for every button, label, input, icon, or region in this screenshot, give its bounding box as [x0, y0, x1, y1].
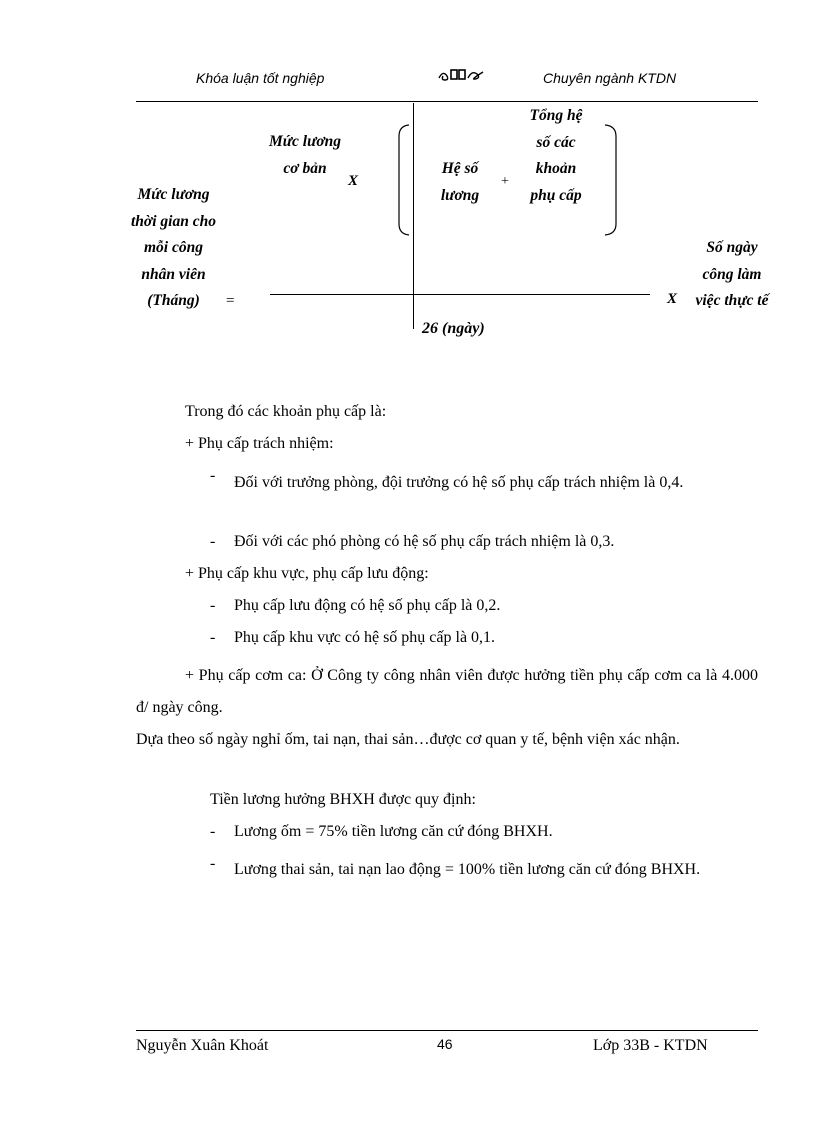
responsibility-item-1: Đối với trưởng phòng, đội trưởng có hệ số phụ cấp trách nhiệm là 0,4.: [234, 474, 684, 491]
region-title: + Phụ cấp khu vực, phụ cấp lưu động:: [185, 565, 429, 582]
region-item-2: Phụ cấp khu vực có hệ số phụ cấp là 0,1.: [234, 629, 496, 646]
header-right: Chuyên ngành KTDN: [543, 70, 677, 86]
footer-author: Nguyễn Xuân Khoát: [136, 1037, 269, 1054]
right-bracket: [604, 124, 620, 236]
formula-work-days: Số ngày công làm việc thực tế: [695, 239, 769, 309]
fraction-line: [270, 294, 650, 295]
formula-plus: +: [501, 174, 509, 189]
bhxh-item-1: Lương ốm = 75% tiền lương căn cứ đóng BHXH.: [234, 823, 553, 840]
bhxh-title: Tiền lương hưởng BHXH được quy định:: [210, 791, 476, 808]
bullet: -: [210, 533, 216, 550]
footer-class: Lớp 33B - KTDN: [593, 1037, 708, 1054]
footer-rule: [136, 1030, 758, 1031]
responsibility-item-2: Đối với các phó phòng có hệ số phụ cấp trách nhiệm là 0,3.: [234, 533, 615, 550]
bullet: -: [210, 823, 216, 840]
formula-allowance-total: Tổng hệ số các khoản phụ cấp: [529, 107, 583, 204]
formula-vertical-line: [413, 103, 414, 329]
formula-equals: =: [226, 293, 235, 309]
bullet: -: [210, 855, 216, 872]
header-left: Khóa luận tốt nghiệp: [196, 70, 325, 86]
left-bracket: [396, 124, 410, 236]
bullet: -: [210, 467, 216, 484]
meal-allowance: + Phụ cấp cơm ca: Ở Công ty công nhân viên được hưởng tiền phụ cấp cơm ca là 4.000 đ/ ngày công.: [136, 667, 758, 716]
formula-times-1: X: [348, 173, 359, 189]
intro-line: Trong đó các khoản phụ cấp là:: [185, 403, 387, 420]
region-item-1: Phụ cấp lưu động có hệ số phụ cấp là 0,2.: [234, 597, 501, 614]
header-rule: [136, 101, 758, 102]
formula-coefficient: Hệ số lương: [440, 160, 480, 204]
formula-base-salary: Mức lương cơ bản: [268, 133, 342, 177]
bhxh-item-2: Lương thai sản, tai nạn lao động = 100% tiền lương căn cứ đóng BHXH.: [234, 861, 701, 878]
bullet: -: [210, 629, 216, 646]
ornament-icon: [437, 66, 485, 84]
formula-denominator: 26 (ngày): [422, 320, 485, 337]
bullet: -: [210, 597, 216, 614]
formula-times-2: X: [667, 291, 678, 307]
formula-lhs: Mức lương thời gian cho mỗi công nhân viên (Tháng): [131, 186, 216, 309]
page-number: 46: [437, 1036, 453, 1052]
sick-basis: Dựa theo số ngày nghỉ ốm, tai nạn, thai sản…được cơ quan y tế, bệnh viện xác nhận.: [136, 731, 680, 748]
responsibility-title: + Phụ cấp trách nhiệm:: [185, 435, 334, 452]
